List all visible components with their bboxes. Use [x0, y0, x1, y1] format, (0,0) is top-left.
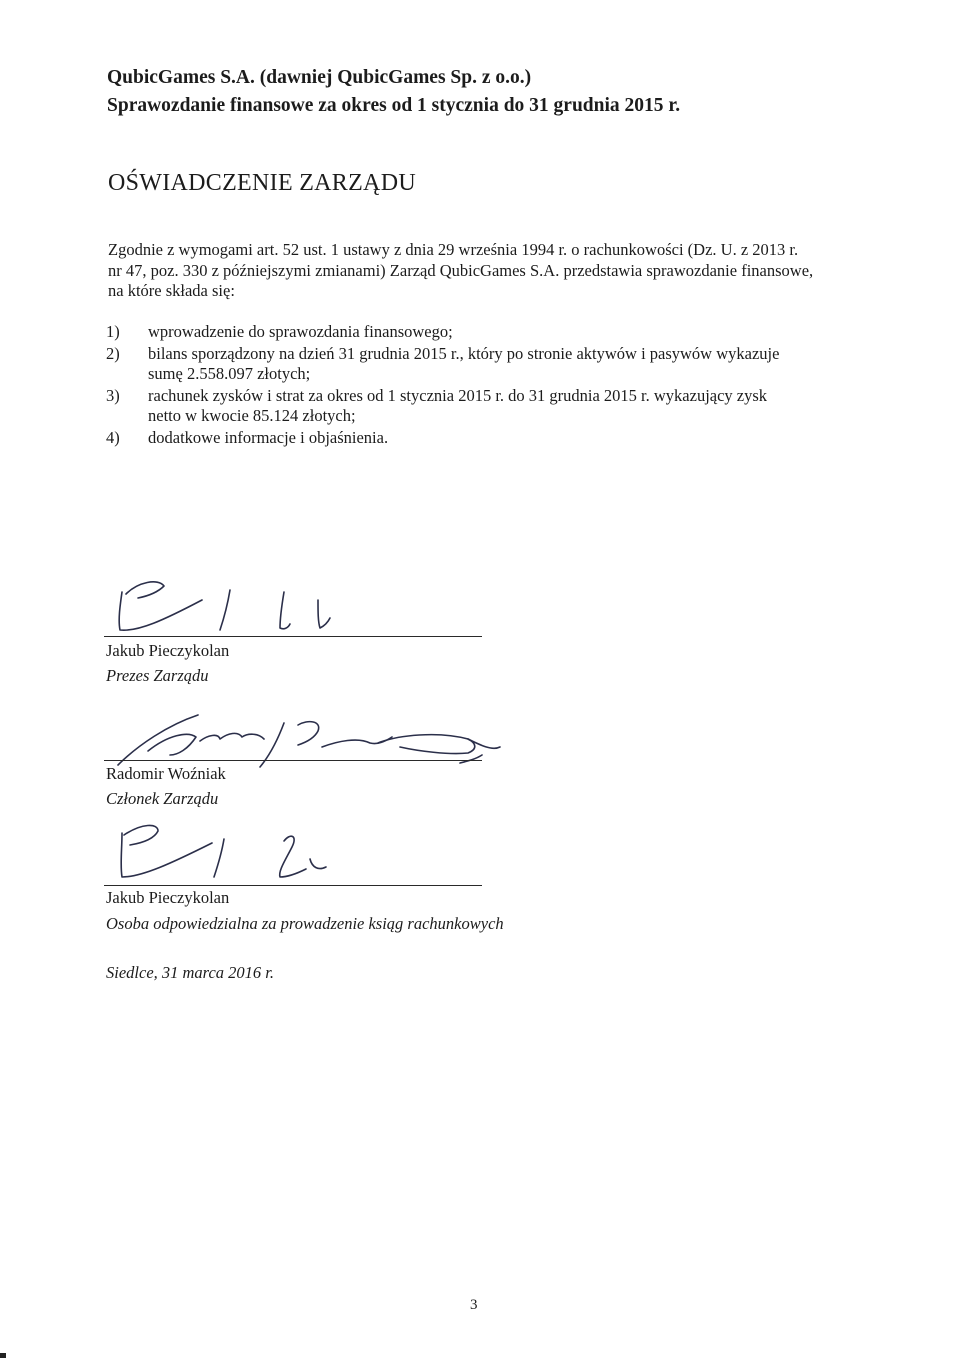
list-item-text: sumę 2.558.097 złotych;	[148, 364, 311, 383]
signatory-name: Radomir Woźniak	[106, 764, 226, 783]
component-list	[106, 322, 866, 449]
intro-line: Zgodnie z wymogami art. 52 ust. 1 ustawy z dnia 29 września 1994 r. o rachunkowości (Dz. U. z 2013 r.	[108, 240, 799, 259]
list-item-number: 4)	[106, 427, 120, 447]
list-item-text: rachunek zysków i strat za okres od 1 stycznia 2015 r. do 31 grudnia 2015 r. wykazujący zysk	[148, 385, 768, 405]
list-item-text: netto w kwocie 85.124 złotych;	[148, 406, 356, 425]
list-item	[106, 428, 866, 449]
signatory-name: Jakub Pieczykolan	[106, 641, 230, 660]
list-item	[106, 322, 866, 343]
company-name: QubicGames S.A. (dawniej QubicGames Sp. z o.o.)	[107, 67, 532, 88]
signatory-role: Prezes Zarządu	[106, 666, 209, 685]
list-item-text: bilans sporządzony na dzień 31 grudnia 2015 r., który po stronie aktywów i pasywów wykazuje	[148, 343, 780, 363]
intro-line: na które składa się:	[108, 281, 235, 300]
list-item-number: 2)	[106, 343, 120, 363]
signature-3-handwriting	[112, 815, 292, 885]
intro-paragraph	[108, 240, 868, 302]
signature-line	[104, 760, 482, 761]
report-title: Sprawozdanie finansowe za okres od 1 stycznia do 31 grudnia 2015 r.	[107, 95, 681, 116]
scan-mark	[0, 1353, 6, 1358]
list-item-text: dodatkowe informacje i objaśnienia.	[148, 427, 389, 447]
list-item	[106, 386, 866, 427]
document-header	[107, 64, 680, 120]
signature-1-handwriting	[108, 572, 288, 636]
intro-line: nr 47, poz. 330 z późniejszymi zmianami) Zarząd QubicGames S.A. przedstawia sprawozdanie finansowe,	[108, 260, 814, 280]
page-number: 3	[470, 1297, 478, 1313]
signatory-role: Członek Zarządu	[106, 789, 219, 808]
list-item-number: 3)	[106, 385, 120, 405]
list-item-text: wprowadzenie do sprawozdania finansowego;	[148, 322, 453, 341]
list-item-number: 1)	[106, 322, 120, 341]
signature-line	[104, 636, 482, 637]
signatory-role: Osoba odpowiedzialna za prowadzenie ksiąg rachunkowych	[106, 914, 504, 933]
signatory-name: Jakub Pieczykolan	[106, 888, 230, 907]
place-and-date: Siedlce, 31 marca 2016 r.	[106, 963, 275, 982]
page-title: OŚWIADCZENIE ZARZĄDU	[108, 170, 416, 196]
list-item	[106, 344, 866, 385]
signature-line	[104, 885, 482, 886]
